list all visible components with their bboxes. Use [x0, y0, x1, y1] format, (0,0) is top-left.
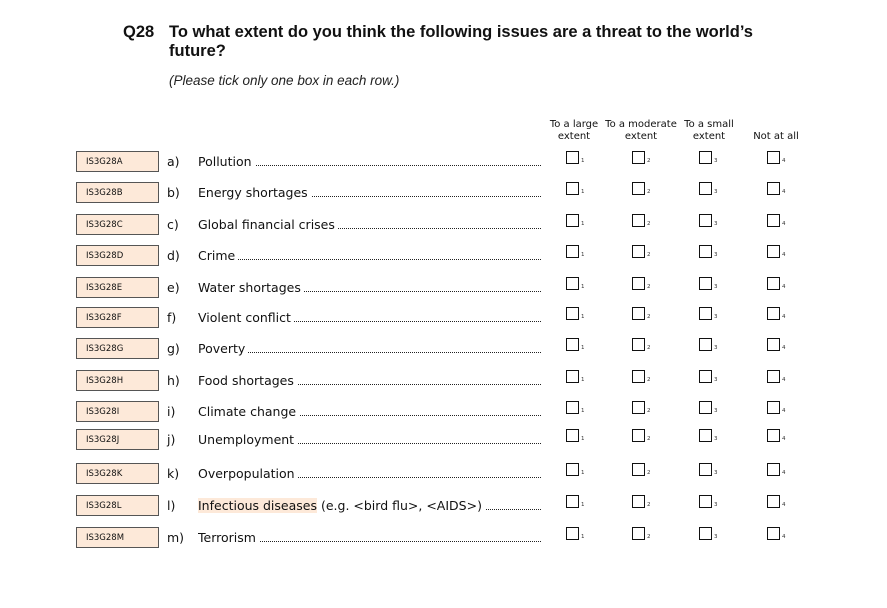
checkbox-code: 2 [647, 314, 651, 320]
variable-code: IS3G28H [76, 370, 159, 391]
variable-code: IS3G28B [76, 182, 159, 203]
table-row [0, 244, 887, 268]
item-main-text: Unemployment [198, 432, 295, 447]
item-main-text: Poverty [198, 341, 246, 356]
checkbox-code: 1 [581, 314, 585, 320]
checkbox-2[interactable] [632, 463, 645, 476]
checkbox-2[interactable] [632, 527, 645, 540]
question-instruction: (Please tick only one box in each row.) [169, 73, 400, 88]
column-header-small-extent: To a small extent [684, 119, 734, 142]
checkbox-code: 3 [714, 189, 718, 195]
checkbox-4[interactable] [767, 495, 780, 508]
checkbox-code: 1 [581, 470, 585, 476]
checkbox-code: 3 [714, 252, 718, 258]
question-title: To what extent do you think the following issues are a threat to the world’s future? [169, 23, 753, 60]
checkbox-4[interactable] [767, 429, 780, 442]
checkbox-code: 1 [581, 436, 585, 442]
table-row [0, 400, 887, 424]
checkbox-1[interactable] [566, 214, 579, 227]
item-label [198, 280, 541, 295]
item-main-text: Overpopulation [198, 466, 295, 481]
checkbox-code: 1 [581, 252, 585, 258]
column-header-not-at-all: Not at all [753, 131, 799, 142]
checkbox-code: 3 [714, 408, 718, 414]
checkbox-code: 3 [714, 470, 718, 476]
item-main-text: Crime [198, 248, 236, 263]
checkbox-1[interactable] [566, 429, 579, 442]
item-main-text: Pollution [198, 154, 252, 169]
checkbox-2[interactable] [632, 245, 645, 258]
checkbox-code: 1 [581, 158, 585, 164]
table-row [0, 213, 887, 237]
table-row [0, 494, 887, 518]
variable-code: IS3G28K [76, 463, 159, 484]
checkbox-3[interactable] [699, 370, 712, 383]
item-letter: c) [167, 217, 179, 232]
checkbox-code: 3 [714, 377, 718, 383]
checkbox-code: 4 [782, 502, 786, 508]
item-label [198, 185, 541, 200]
table-row [0, 337, 887, 361]
checkbox-4[interactable] [767, 401, 780, 414]
table-row [0, 150, 887, 174]
checkbox-1[interactable] [566, 463, 579, 476]
checkbox-1[interactable] [566, 151, 579, 164]
variable-code: IS3G28L [76, 495, 159, 516]
checkbox-2[interactable] [632, 401, 645, 414]
item-text [198, 280, 304, 295]
checkbox-code: 2 [647, 470, 651, 476]
checkbox-code: 4 [782, 158, 786, 164]
checkbox-code: 1 [581, 377, 585, 383]
checkbox-code: 4 [782, 534, 786, 540]
variable-code: IS3G28I [76, 401, 159, 422]
checkbox-3[interactable] [699, 307, 712, 320]
checkbox-code: 4 [782, 221, 786, 227]
item-label [198, 310, 541, 325]
checkbox-code: 3 [714, 158, 718, 164]
item-text [198, 373, 297, 388]
checkbox-1[interactable] [566, 338, 579, 351]
checkbox-1[interactable] [566, 495, 579, 508]
checkbox-3[interactable] [699, 495, 712, 508]
item-letter: h) [167, 373, 180, 388]
checkbox-code: 2 [647, 408, 651, 414]
checkbox-code: 4 [782, 470, 786, 476]
item-label [198, 217, 541, 232]
item-main-text: Global financial crises [198, 217, 335, 232]
checkbox-3[interactable] [699, 214, 712, 227]
checkbox-2[interactable] [632, 429, 645, 442]
variable-code: IS3G28A [76, 151, 159, 172]
variable-code: IS3G28C [76, 214, 159, 235]
item-label [198, 341, 541, 356]
checkbox-4[interactable] [767, 370, 780, 383]
checkbox-2[interactable] [632, 277, 645, 290]
item-text [198, 154, 255, 169]
item-label [198, 432, 541, 447]
checkbox-code: 1 [581, 534, 585, 540]
variable-code: IS3G28G [76, 338, 159, 359]
checkbox-4[interactable] [767, 307, 780, 320]
checkbox-1[interactable] [566, 401, 579, 414]
checkbox-4[interactable] [767, 245, 780, 258]
item-text [198, 466, 298, 481]
item-letter: j) [167, 432, 176, 447]
item-letter: e) [167, 280, 180, 295]
item-label [198, 404, 541, 419]
table-row [0, 369, 887, 393]
checkbox-2[interactable] [632, 307, 645, 320]
checkbox-code: 4 [782, 345, 786, 351]
table-row [0, 181, 887, 205]
item-text [198, 341, 248, 356]
item-label [198, 248, 541, 263]
item-letter: i) [167, 404, 176, 419]
item-letter: b) [167, 185, 180, 200]
checkbox-code: 1 [581, 189, 585, 195]
checkbox-2[interactable] [632, 338, 645, 351]
item-text [198, 404, 299, 419]
item-label [198, 530, 541, 545]
variable-code: IS3G28E [76, 277, 159, 298]
checkbox-1[interactable] [566, 245, 579, 258]
checkbox-code: 2 [647, 252, 651, 258]
checkbox-code: 2 [647, 221, 651, 227]
checkbox-code: 4 [782, 314, 786, 320]
item-text [198, 185, 311, 200]
item-main-text: Water shortages [198, 280, 301, 295]
checkbox-code: 2 [647, 284, 651, 290]
item-text [198, 310, 294, 325]
checkbox-code: 3 [714, 345, 718, 351]
checkbox-1[interactable] [566, 527, 579, 540]
checkbox-code: 1 [581, 408, 585, 414]
checkbox-3[interactable] [699, 429, 712, 442]
item-letter: d) [167, 248, 180, 263]
checkbox-code: 4 [782, 408, 786, 414]
checkbox-4[interactable] [767, 527, 780, 540]
checkbox-4[interactable] [767, 338, 780, 351]
checkbox-code: 2 [647, 189, 651, 195]
checkbox-3[interactable] [699, 245, 712, 258]
checkbox-3[interactable] [699, 277, 712, 290]
item-letter: f) [167, 310, 177, 325]
table-row [0, 462, 887, 486]
item-letter: m) [167, 530, 185, 545]
checkbox-code: 2 [647, 377, 651, 383]
item-text [198, 217, 338, 232]
item-text [198, 530, 259, 545]
item-highlight-text: Infectious diseases [198, 498, 317, 513]
checkbox-3[interactable] [699, 401, 712, 414]
variable-code: IS3G28D [76, 245, 159, 266]
item-letter: k) [167, 466, 180, 481]
item-main-text: Terrorism [198, 530, 256, 545]
checkbox-code: 4 [782, 189, 786, 195]
checkbox-code: 3 [714, 534, 718, 540]
checkbox-3[interactable] [699, 463, 712, 476]
item-letter: g) [167, 341, 180, 356]
checkbox-4[interactable] [767, 463, 780, 476]
leader-dots [198, 259, 541, 260]
checkbox-2[interactable] [632, 182, 645, 195]
checkbox-code: 2 [647, 436, 651, 442]
checkbox-code: 3 [714, 436, 718, 442]
column-header-moderate-extent: To a moderate extent [605, 119, 677, 142]
checkbox-1[interactable] [566, 370, 579, 383]
item-letter: a) [167, 154, 180, 169]
table-row [0, 526, 887, 550]
checkbox-1[interactable] [566, 277, 579, 290]
item-main-text: Energy shortages [198, 185, 308, 200]
item-main-text: Climate change [198, 404, 297, 419]
item-label [198, 498, 541, 513]
checkbox-1[interactable] [566, 307, 579, 320]
checkbox-4[interactable] [767, 277, 780, 290]
checkbox-4[interactable] [767, 182, 780, 195]
table-row [0, 276, 887, 300]
checkbox-2[interactable] [632, 214, 645, 227]
table-row [0, 306, 887, 330]
checkbox-code: 1 [581, 221, 585, 227]
item-main-text: Violent conflict [198, 310, 291, 325]
checkbox-code: 3 [714, 502, 718, 508]
variable-code: IS3G28M [76, 527, 159, 548]
checkbox-code: 4 [782, 377, 786, 383]
checkbox-code: 4 [782, 284, 786, 290]
item-text [198, 432, 297, 447]
item-label [198, 466, 541, 481]
item-text [198, 498, 485, 513]
checkbox-code: 2 [647, 158, 651, 164]
checkbox-3[interactable] [699, 527, 712, 540]
checkbox-4[interactable] [767, 151, 780, 164]
item-label [198, 154, 541, 169]
checkbox-code: 2 [647, 534, 651, 540]
checkbox-3[interactable] [699, 182, 712, 195]
item-main-text: Food shortages [198, 373, 294, 388]
question-number: Q28 [123, 23, 155, 41]
checkbox-3[interactable] [699, 151, 712, 164]
item-example-text: (e.g. <bird flu>, <AIDS>) [317, 498, 482, 513]
checkbox-3[interactable] [699, 338, 712, 351]
checkbox-code: 2 [647, 345, 651, 351]
checkbox-4[interactable] [767, 214, 780, 227]
checkbox-2[interactable] [632, 151, 645, 164]
item-letter: l) [167, 498, 176, 513]
checkbox-code: 1 [581, 345, 585, 351]
checkbox-2[interactable] [632, 370, 645, 383]
item-text [198, 248, 238, 263]
item-label [198, 373, 541, 388]
checkbox-code: 1 [581, 502, 585, 508]
column-header-large-extent: To a large extent [549, 119, 599, 142]
checkbox-2[interactable] [632, 495, 645, 508]
checkbox-code: 3 [714, 221, 718, 227]
checkbox-code: 4 [782, 252, 786, 258]
checkbox-1[interactable] [566, 182, 579, 195]
table-row [0, 428, 887, 452]
checkbox-code: 3 [714, 314, 718, 320]
checkbox-code: 3 [714, 284, 718, 290]
variable-code: IS3G28F [76, 307, 159, 328]
checkbox-code: 1 [581, 284, 585, 290]
leader-dots [198, 352, 541, 353]
variable-code: IS3G28J [76, 429, 159, 450]
checkbox-code: 2 [647, 502, 651, 508]
checkbox-code: 4 [782, 436, 786, 442]
